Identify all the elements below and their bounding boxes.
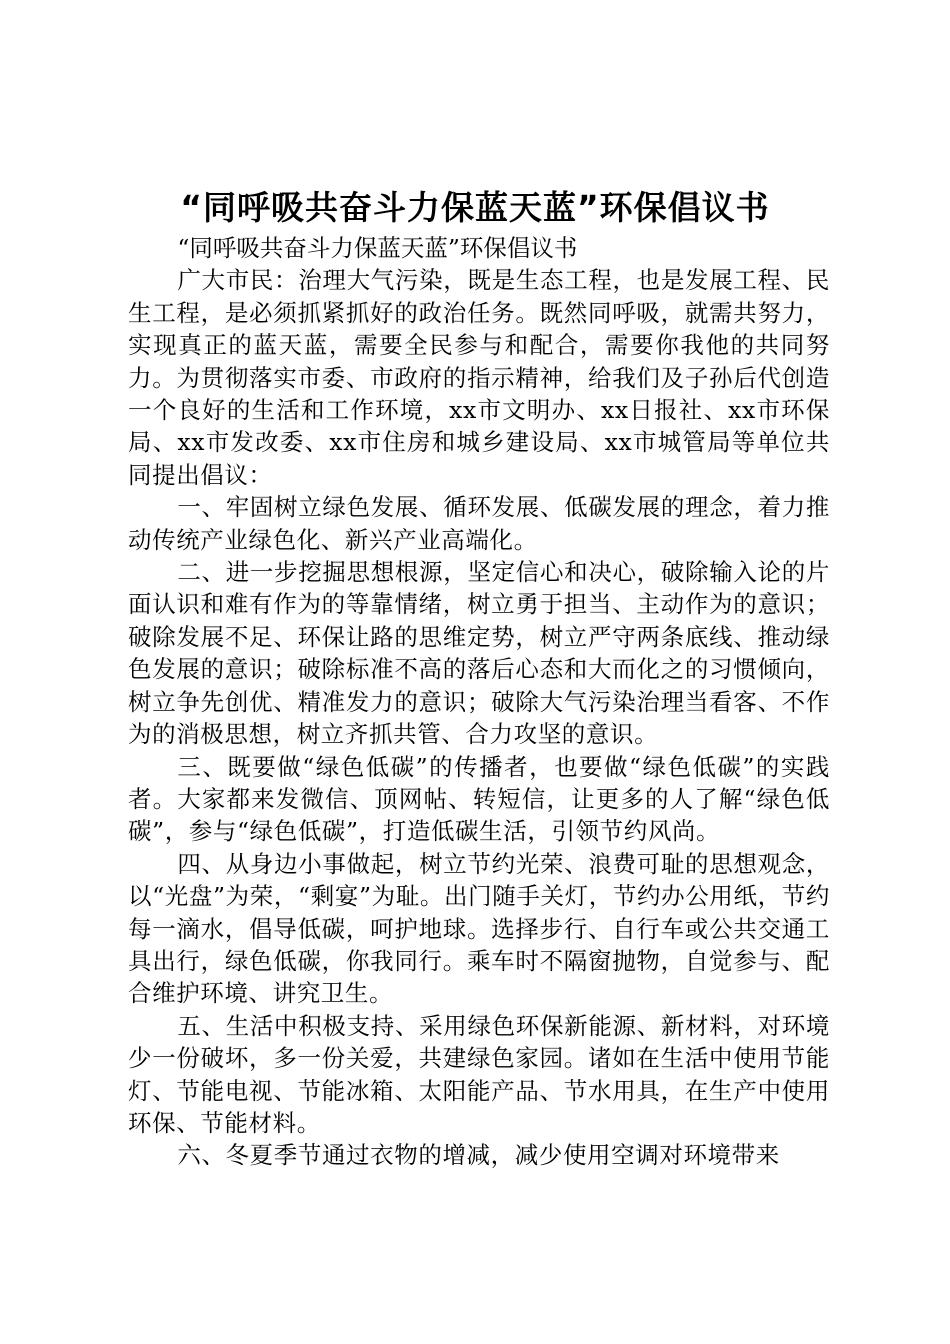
paragraph-item-6: 六、冬夏季节通过衣物的增减，减少使用空调对环境带来 (177, 1141, 780, 1170)
paragraph-item-1: 一、牢固树立绿色发展、循环发展、低碳发展的理念，着力推动传统产业绿色化、新兴产业高端化。 (128, 493, 830, 554)
paragraph-salutation: 广大市民：治理大气污染，既是生态工程，也是发展工程、民生工程，是必须抓紧抓好的政治任务。既然同呼吸，就需共努力，实现真正的蓝天蓝，需要全民参与和配合，需要你我他的共同努力。为贯彻落实市委、市政府的指示精神，给我们及子孙后代创造一个良好的生活和工作环境，xx市文明办、xx日报社、xx市环保局、xx市发改委、xx市住房和城乡建设局、xx市城管局等单位共同提出倡议： (128, 266, 830, 489)
paragraph-item-2: 二、进一步挖掘思想根源，坚定信心和决心，破除输入论的片面认识和难有作为的等靠情绪，树立勇于担当、主动作为的意识；破除发展不足、环保让路的思维定势，树立严守两条底线、推动绿色发展的意识；破除标准不高的落后心态和大而化之的习惯倾向，树立争先创优、精准发力的意识；破除大气污染治理当看客、不作为的消极思想，树立齐抓共管、合力攻坚的意识。 (128, 558, 830, 749)
paragraph-item-3: 三、既要做“绿色低碳”的传播者，也要做“绿色低碳”的实践者。大家都来发微信、顶网帖、转短信，让更多的人了解“绿色低碳”，参与“绿色低碳”，打造低碳生活，引领节约风尚。 (128, 752, 830, 846)
document-body (128, 232, 830, 1172)
paragraph-item-5: 五、生活中积极支持、采用绿色环保新能源、新材料，对环境少一份破坏，多一份关爱，共建绿色家园。诸如在生活中使用节能灯、节能电视、节能冰箱、太阳能产品、节水用具，在生产中使用环保、节能材料。 (128, 1011, 830, 1137)
document-subtitle: “同呼吸共奋斗力保蓝天蓝”环保倡议书 (177, 234, 578, 262)
paragraph-item-4: 四、从身边小事做起，树立节约光荣、浪费可耻的思想观念，以“光盘”为荣，“剩宴”为耻。出门随手关灯，节约办公用纸，节约每一滴水，倡导低碳，呵护地球。选择步行、自行车或公共交通工具出行，绿色低碳，你我同行。乘车时不隔窗抛物，自觉参与、配合维护环境、讲究卫生。 (128, 849, 830, 1008)
document-title: “同呼吸共奋斗力保蓝天蓝”环保倡议书 (180, 188, 770, 227)
